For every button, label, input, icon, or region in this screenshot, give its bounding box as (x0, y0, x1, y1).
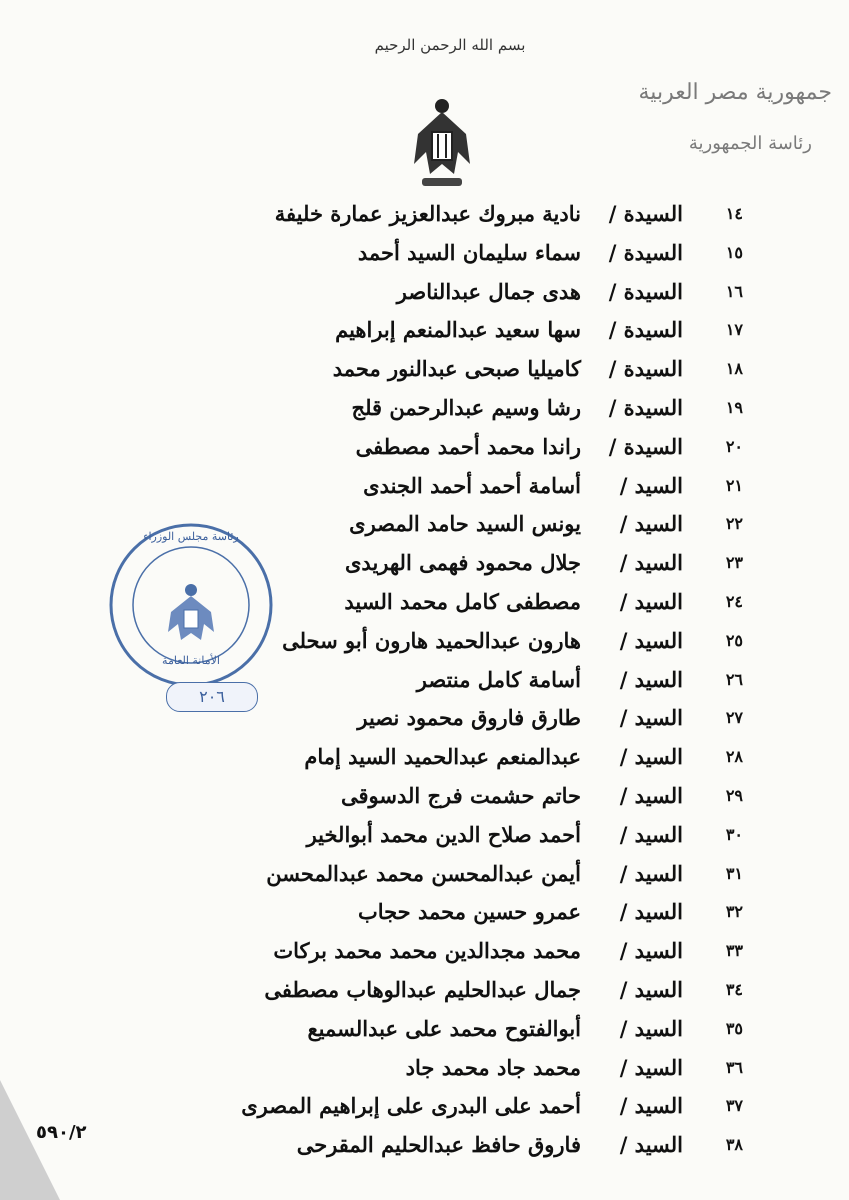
item-name: سماء سليمان السيد أحمد (357, 239, 581, 265)
item-number: ١٩ (725, 398, 743, 417)
list-item (0, 741, 849, 773)
item-number: ٢٤ (725, 592, 743, 611)
item-title: السيد / (619, 511, 683, 537)
item-title: السيد / (619, 1132, 683, 1158)
item-name: سها سعيد عبدالمنعم إبراهيم (335, 317, 581, 343)
item-name: أسامة كامل منتصر (416, 666, 581, 692)
item-number: ٣٢ (725, 902, 743, 922)
item-title: السيد / (619, 783, 683, 808)
item-name: عمرو حسين محمد حجاب (357, 899, 581, 925)
list-item (0, 1090, 849, 1122)
office-heading: رئاسة الجمهورية (688, 133, 812, 154)
item-title: السيد / (619, 899, 683, 925)
item-name: مصطفى كامل محمد السيد (344, 589, 581, 614)
list-item (0, 974, 849, 1006)
list-item (0, 1052, 849, 1084)
list-item (0, 508, 849, 540)
list-item (0, 625, 849, 657)
list-item (0, 276, 849, 308)
item-name: فاروق حافظ عبدالحليم المقرحى (296, 1132, 581, 1158)
page-code: ٥٩٠/٢ (36, 1122, 87, 1143)
item-number: ٣٥ (725, 1018, 743, 1038)
item-number: ١٥ (725, 242, 743, 262)
item-title: السيد / (619, 666, 683, 692)
seal-bottom-text: الأمانة العامة (162, 654, 220, 667)
item-title: السيدة / (608, 395, 683, 420)
list-item (0, 664, 849, 696)
seal-outer-text: رئاسة مجلس الوزراء (143, 530, 239, 543)
item-number: ٣٣ (725, 941, 743, 961)
item-name: عبدالمنعم عبدالحميد السيد إمام (304, 744, 581, 770)
item-title: السيدة / (608, 433, 683, 459)
item-name: أحمد صلاح الدين محمد أبوالخير (306, 821, 581, 847)
item-title: السيد / (619, 1093, 683, 1119)
item-title: السيد / (619, 860, 683, 886)
item-title: السيدة / (608, 317, 683, 343)
basmala: بسم الله الرحمن الرحيم (374, 36, 526, 54)
item-title: السيدة / (608, 356, 683, 382)
item-number: ١٤ (725, 204, 743, 223)
corner-mark (0, 1080, 60, 1200)
item-number: ١٨ (725, 359, 743, 379)
item-number: ٣٠ (725, 824, 743, 844)
item-number: ١٦ (725, 281, 743, 301)
list-item (0, 702, 849, 734)
item-name: أسامة أحمد أحمد الجندى (363, 472, 581, 498)
item-number: ٢٢ (725, 514, 743, 534)
item-name: رشا وسيم عبدالرحمن قلج (351, 395, 581, 420)
item-number: ٣٦ (725, 1057, 743, 1077)
list-item (0, 470, 849, 502)
list-item (0, 431, 849, 463)
list-item (0, 896, 849, 928)
country-heading: جمهورية مصر العربية (638, 80, 832, 105)
item-name: هدى جمال عبدالناصر (396, 278, 581, 304)
item-name: أيمن عبدالمحسن محمد عبدالمحسن (266, 860, 581, 886)
list-item (0, 353, 849, 385)
list-item (0, 314, 849, 346)
item-title: السيد / (619, 744, 683, 770)
item-name: أحمد على البدرى على إبراهيم المصرى (241, 1093, 581, 1119)
item-title: السيد / (619, 705, 683, 731)
item-name: هارون عبدالحميد هارون أبو سحلى (282, 627, 581, 653)
item-title: السيد / (619, 550, 683, 576)
item-number: ٢٣ (725, 553, 743, 573)
item-title: السيد / (619, 1015, 683, 1041)
item-number: ٢٦ (725, 669, 743, 689)
list-item (0, 237, 849, 269)
item-number: ٣١ (725, 863, 743, 883)
item-number: ١٧ (725, 320, 743, 340)
list-item (0, 935, 849, 967)
item-name: يونس السيد حامد المصرى (349, 511, 581, 537)
list-item (0, 547, 849, 579)
item-name: راندا محمد أحمد مصطفى (355, 433, 581, 459)
item-number: ٢١ (725, 475, 743, 495)
item-name: أبوالفتوح محمد على عبدالسميع (307, 1015, 581, 1041)
item-title: السيد / (619, 627, 683, 653)
list-item (0, 819, 849, 851)
item-name: كاميليا صبحى عبدالنور محمد (332, 356, 581, 382)
item-title: السيد / (619, 977, 683, 1002)
item-name: محمد جاد محمد جاد (405, 1054, 581, 1080)
item-name: محمد مجدالدين محمد محمد بركات (273, 938, 581, 964)
item-number: ٣٤ (725, 980, 743, 999)
list-item (0, 1013, 849, 1045)
list-item (0, 1129, 849, 1161)
item-number: ٣٧ (725, 1096, 743, 1116)
item-number: ٢٨ (725, 747, 743, 767)
seal-number-tab: ٢٠٦ (166, 682, 258, 712)
letterhead (612, 80, 832, 154)
eagle-emblem-icon (408, 94, 476, 190)
item-name: جمال عبدالحليم عبدالوهاب مصطفى (264, 977, 581, 1002)
item-number: ٢٩ (725, 786, 743, 805)
item-name: جلال محمود فهمى الهريدى (344, 550, 581, 576)
list-item (0, 858, 849, 890)
list-item (0, 392, 849, 424)
item-number: ٢٥ (725, 630, 743, 650)
item-number: ٢٧ (725, 708, 743, 728)
item-name: نادية مبروك عبدالعزيز عمارة خليفة (274, 201, 581, 226)
item-title: السيد / (619, 938, 683, 964)
item-title: السيدة / (608, 239, 683, 265)
item-title: السيد / (619, 472, 683, 498)
list-item (0, 780, 849, 812)
item-title: السيدة / (608, 201, 683, 226)
item-name: طارق فاروق محمود نصير (357, 705, 581, 731)
list-item (0, 198, 849, 230)
item-title: السيد / (619, 589, 683, 614)
item-number: ٣٨ (725, 1135, 743, 1155)
item-title: السيد / (619, 1054, 683, 1080)
item-title: السيدة / (608, 278, 683, 304)
item-number: ٢٠ (725, 436, 743, 456)
item-title: السيد / (619, 821, 683, 847)
item-name: حاتم حشمت فرج الدسوقى (340, 783, 581, 808)
list-item (0, 586, 849, 618)
